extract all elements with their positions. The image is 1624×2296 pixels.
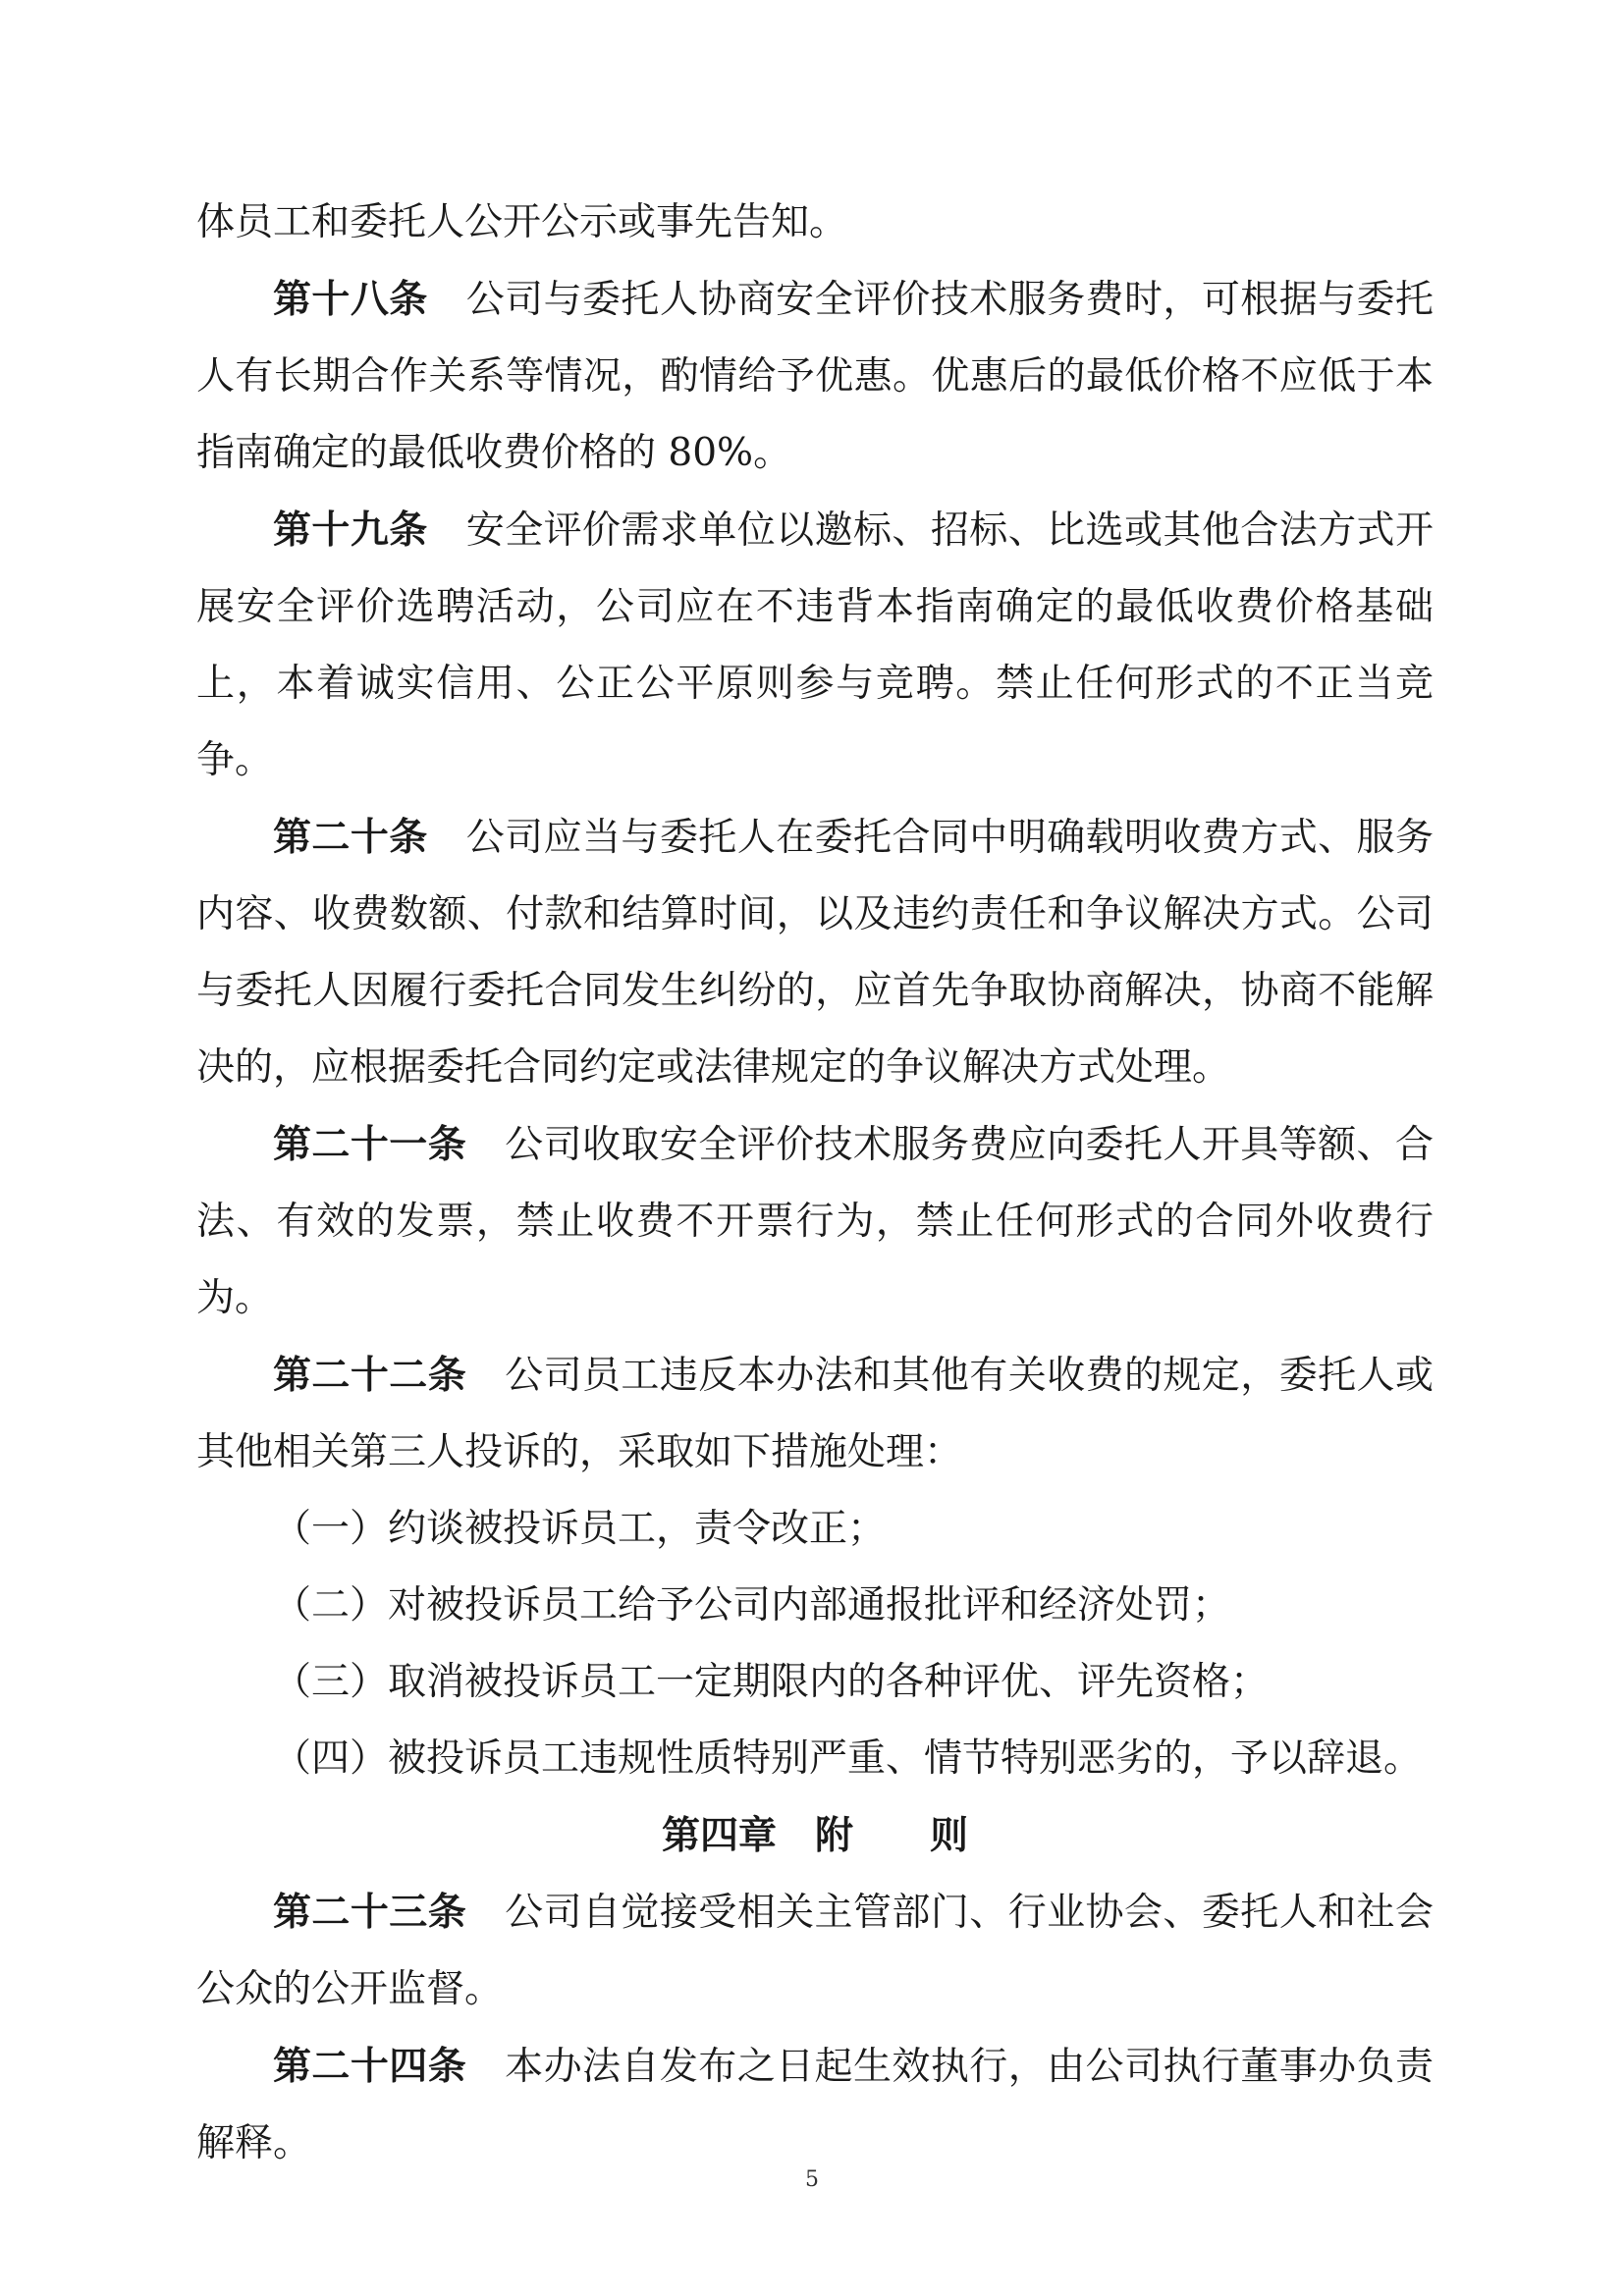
- article-heading: 第二十二条: [273, 1353, 467, 1398]
- article-text: 公司收取安全评价技术服务费应向委托人开具等额、合法、有效的发票，禁止收费不开票行为，禁止任何形式的合同外收费行为。: [196, 1123, 1434, 1320]
- article-21: [196, 1106, 1434, 1337]
- page-number: 5: [805, 2167, 819, 2192]
- list-item: （四）被投诉员工违规性质特别严重、情节特别恶劣的，予以辞退。: [273, 1736, 1423, 1781]
- article-heading: 第二十一条: [273, 1122, 467, 1167]
- article-heading: 第二十三条: [273, 1890, 467, 1935]
- article-text: 本办法自发布之日起生效执行，由公司执行董事办负责解释。: [196, 2045, 1434, 2165]
- article-heading: 第二十条: [273, 815, 428, 860]
- article-heading: 第十九条: [273, 507, 428, 553]
- article-18: [196, 261, 1434, 492]
- chapter-title: 第四章 附 则: [661, 1813, 968, 1858]
- article-text: 公司自觉接受相关主管部门、行业协会、委托人和社会公众的公开监督。: [196, 1891, 1434, 2011]
- article-20: [196, 799, 1434, 1106]
- article-22: [196, 1337, 1434, 1491]
- list-item: （一）约谈被投诉员工，责令改正；: [273, 1507, 887, 1551]
- article-24: [196, 2028, 1434, 2182]
- list-item: （二）对被投诉员工给予公司内部通报批评和经济处罚；: [273, 1583, 1231, 1628]
- paragraph-text: 体员工和委托人公开公示或事先告知。: [196, 200, 848, 244]
- article-text: 公司与委托人协商安全评价技术服务费时，可根据与委托人有长期合作关系等情况，酌情给予优惠。优惠后的最低价格不应低于本指南确定的最低收费价格的 80%。: [196, 278, 1434, 475]
- article-19: [196, 492, 1434, 799]
- paragraph-continuation: [196, 185, 1434, 261]
- article-text: 公司应当与委托人在委托合同中明确载明收费方式、服务内容、收费数额、付款和结算时间，以及违约责任和争议解决方式。公司与委托人因履行委托合同发生纠纷的，应首先争取协商解决，协商不能解决的，应根据委托合同约定或法律规定的争议解决方式处理。: [196, 816, 1434, 1090]
- article-text: 公司员工违反本办法和其他有关收费的规定，委托人或其他相关第三人投诉的，采取如下措施处理：: [196, 1354, 1434, 1474]
- document-body: [196, 185, 1434, 2182]
- article-heading: 第二十四条: [273, 2044, 467, 2089]
- article-23: [196, 1874, 1434, 2028]
- article-heading: 第十八条: [273, 277, 428, 322]
- article-text: 安全评价需求单位以邀标、招标、比选或其他合法方式开展安全评价选聘活动，公司应在不违背本指南确定的最低收费价格基础上，本着诚实信用、公正公平原则参与竞聘。禁止任何形式的不正当竞争。: [196, 508, 1434, 782]
- list-item: （三）取消被投诉员工一定期限内的各种评优、评先资格；: [273, 1660, 1270, 1704]
